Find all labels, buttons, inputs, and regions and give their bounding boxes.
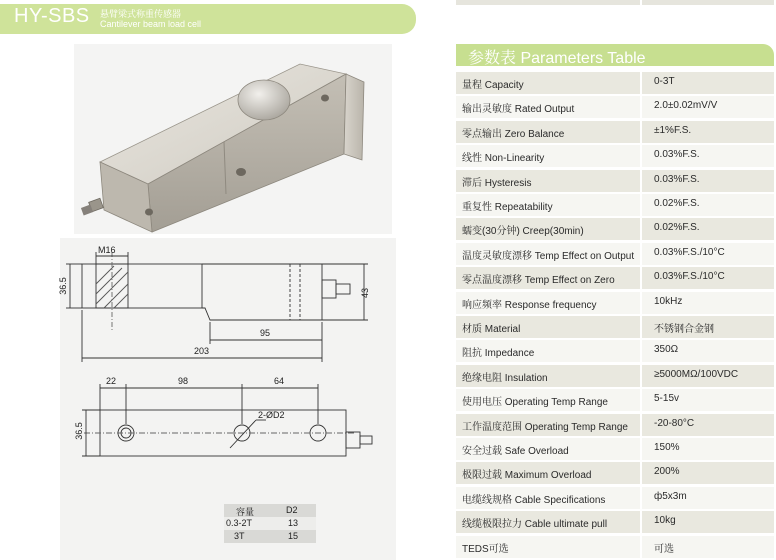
param-value: 0.02%F.S.	[654, 198, 700, 209]
param-label: 零点输出 Zero Balance	[462, 128, 565, 140]
label-height-side: 36.5	[57, 277, 68, 295]
param-label: 极限过载 Maximum Overload	[462, 470, 592, 482]
label-dim-95: 95	[260, 328, 271, 338]
table-row	[456, 267, 774, 289]
previous-table-fragment	[456, 0, 640, 5]
param-value: 350Ω	[654, 344, 679, 356]
param-value: 不锈钢合金钢	[654, 324, 714, 335]
param-value: 0.03%F.S.	[654, 173, 700, 185]
param-label: TEDS可选	[462, 543, 509, 555]
param-value: ≥5000MΩ/100VDC	[654, 368, 739, 380]
capacity-table-row	[224, 517, 316, 530]
table-row	[456, 72, 774, 94]
label-dim-64: 64	[274, 376, 285, 386]
param-label: 线缆极限拉力 Cable ultimate pull	[462, 519, 608, 531]
label-dim-22: 22	[106, 376, 117, 386]
param-label: 零点温度漂移 Temp Effect on Zero	[462, 275, 615, 287]
table-row	[456, 414, 774, 436]
table-row	[456, 536, 774, 558]
table-row	[456, 389, 774, 411]
label-dim-203: 203	[194, 346, 210, 356]
label-holes: 2-ØD2	[258, 410, 285, 420]
capacity-cell: 3T	[234, 531, 245, 541]
param-label: 工作温度范围 Operating Temp Range	[462, 421, 628, 433]
label-dim-98: 98	[178, 376, 189, 386]
side-view-body	[82, 264, 202, 308]
table-row	[456, 438, 774, 460]
param-label: 量程 Capacity	[462, 80, 524, 91]
title-chinese: 悬臂梁式称重传感器	[100, 9, 182, 19]
param-value: -20-80°C	[654, 417, 695, 429]
table-row	[456, 145, 774, 167]
param-label: 电缆线规格 Cable Specifications	[462, 494, 606, 506]
param-value: 200%	[654, 466, 680, 478]
table-row	[456, 316, 774, 338]
table-row	[456, 340, 774, 362]
param-value: 10kg	[654, 515, 676, 527]
model-name: HY-SBS	[14, 5, 90, 27]
table-row	[456, 121, 774, 143]
d2-header: D2	[286, 505, 298, 515]
d2-cell: 13	[288, 518, 299, 528]
param-value: ±1%F.S.	[654, 124, 692, 136]
param-label: 滞后 Hysteresis	[462, 177, 532, 189]
param-label: 重复性 Repeatability	[462, 202, 553, 213]
param-label: 材质 Material	[462, 324, 521, 335]
table-row	[456, 170, 774, 192]
title-english: Cantilever beam load cell	[100, 19, 202, 29]
label-height-43: 43	[360, 287, 371, 299]
param-label: 绝缘电阻 Insulation	[462, 372, 548, 384]
param-value: 0-3T	[654, 76, 675, 87]
param-value: 10kHz	[654, 295, 683, 307]
capacity-table-row	[224, 530, 316, 543]
table-row	[456, 511, 774, 533]
param-label: 输出灵敏度 Rated Output	[462, 104, 575, 116]
param-value: 0.03%F.S.	[654, 149, 700, 161]
param-value: ф5x3m	[654, 490, 687, 502]
param-value: 150%	[654, 442, 680, 453]
param-label: 安全过载 Safe Overload	[462, 446, 569, 457]
label-m16: M16	[98, 245, 116, 255]
param-value: 0.02%F.S.	[654, 222, 700, 234]
params-table-title: 参数表 Parameters Table	[468, 50, 646, 67]
technical-drawing	[57, 238, 396, 560]
table-row	[456, 194, 774, 216]
capacity-cell: 0.3-2T	[226, 518, 253, 528]
param-label: 温度灵敏度漂移 Temp Effect on Output	[462, 250, 635, 262]
table-row	[456, 243, 774, 265]
product-photo	[74, 44, 392, 234]
table-row	[456, 365, 774, 387]
previous-table-fragment	[642, 0, 774, 5]
param-label: 使用电压 Operating Temp Range	[462, 397, 608, 409]
d2-cell: 15	[288, 531, 299, 541]
table-row	[456, 487, 774, 509]
param-value: 可选	[654, 543, 674, 555]
param-value: 5-15v	[654, 393, 680, 405]
param-label: 响应频率 Response frequency	[462, 299, 597, 311]
param-label: 阻抗 Impedance	[462, 348, 535, 360]
param-label: 蠕变(30分钟) Creep(30min)	[462, 226, 584, 238]
table-row	[456, 218, 774, 240]
param-value: 0.03%F.S./10°C	[654, 271, 725, 283]
param-label: 线性 Non-Linearity	[462, 153, 545, 165]
table-row	[456, 292, 774, 314]
capacity-header: 容量	[236, 507, 255, 517]
capacity-table-header	[224, 504, 316, 517]
table-row	[456, 96, 774, 118]
load-cell-photo-icon	[74, 44, 392, 234]
param-value: 2.0±0.02mV/V	[654, 100, 718, 112]
table-row	[456, 462, 774, 484]
param-value: 0.03%F.S./10°C	[654, 246, 725, 258]
label-height-top: 36.5	[73, 422, 84, 440]
